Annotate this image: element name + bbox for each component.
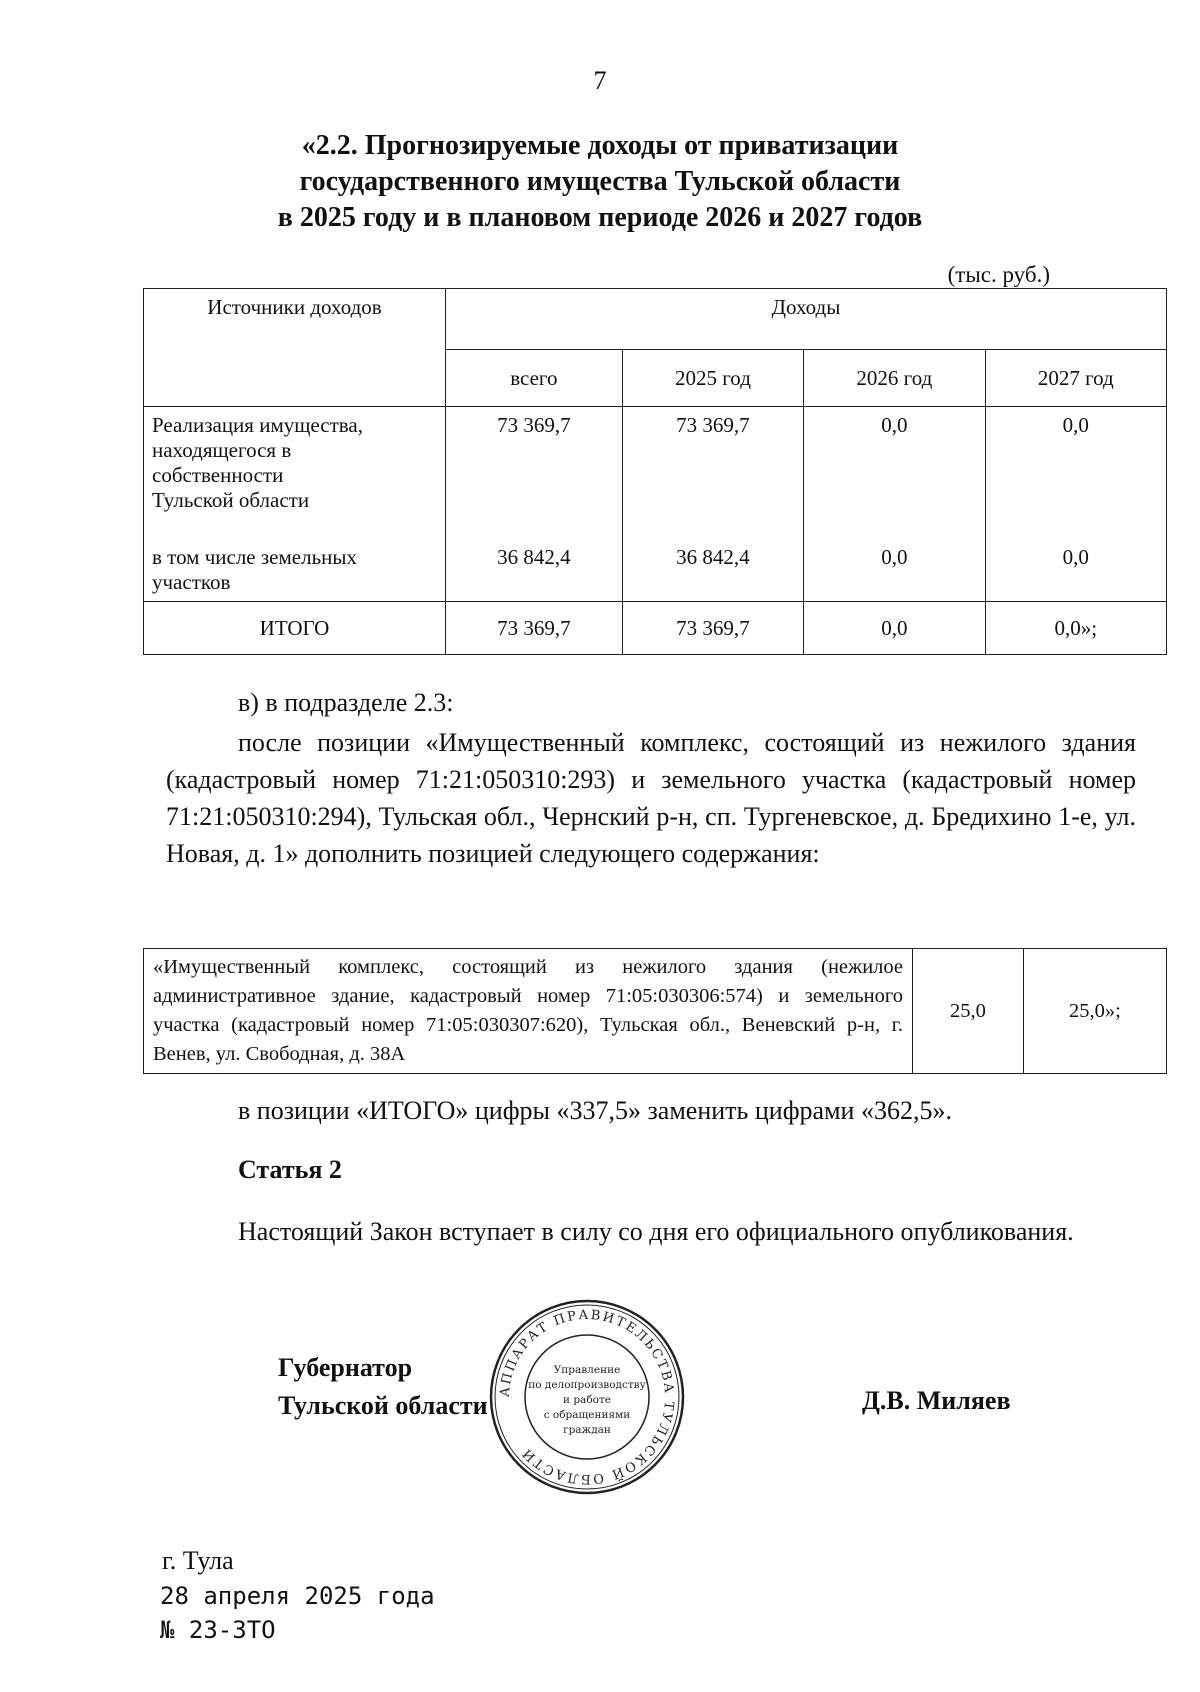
table-cell: 0,0	[804, 539, 985, 602]
amendment-text: после позиции «Имущественный комплекс, состоящий из нежилого здания (кадастровый номер 71:21:050310:293) и земельного участка (кадастровый номер 71:21:050310:294), Тульская обл., Чернский р-н, сп. Тургеневское, д. Бредихино 1-е, ул. Новая, д. 1» дополнить позицией следующего содержания:	[166, 728, 1136, 868]
total-note: в позиции «ИТОГО» цифры «337,5» заменить цифрами «362,5».	[238, 1096, 952, 1125]
row-label	[144, 407, 446, 540]
table-row-total	[144, 602, 1167, 655]
signer-title-line-2: Тульской области	[278, 1391, 488, 1420]
column-header: всего	[446, 350, 623, 407]
stamp-line: по делопроизводству	[528, 1379, 646, 1391]
table-cell: 73 369,7	[446, 407, 623, 540]
row-label-line: в том числе земельных	[152, 545, 358, 569]
table-cell: 0,0	[804, 407, 985, 540]
stamp-line: граждан	[563, 1424, 611, 1436]
table-cell: 0,0»;	[985, 602, 1166, 655]
row-label-line: собственности	[152, 463, 284, 487]
table-row	[144, 407, 1167, 540]
position-value: 25,0	[913, 949, 1024, 1074]
column-header: 2027 год	[985, 350, 1166, 407]
stamp-line: и работе	[563, 1394, 611, 1406]
table-cell: 36 842,4	[446, 539, 623, 602]
article-title: Статья 2	[238, 1155, 342, 1184]
article-text: Настоящий Закон вступает в силу со дня его официального опубликования.	[238, 1217, 1074, 1246]
stamp-ring-text: АППАРАТ ПРАВИТЕЛЬСТВА ТУЛЬСКОЙ ОБЛАСТИ	[497, 1307, 677, 1487]
section-title-line-2: государственного имущества Тульской области	[299, 166, 901, 197]
section-title-line-1: «2.2. Прогнозируемые доходы от приватизации	[301, 130, 899, 161]
official-stamp-icon	[487, 1297, 687, 1497]
table-cell: 0,0	[804, 602, 985, 655]
row-label-line: участков	[152, 570, 231, 594]
table-cell: 73 369,7	[446, 602, 623, 655]
signer-name: Д.В. Миляев	[862, 1386, 1011, 1415]
amendment-label: в) в подразделе 2.3:	[238, 688, 454, 717]
stamp-line: Управление	[553, 1364, 621, 1376]
section-title-line-3: в 2025 году и в плановом периоде 2026 и 2027 годов	[277, 202, 923, 233]
position-value: 25,0»;	[1023, 949, 1166, 1074]
table-cell: 0,0	[985, 539, 1166, 602]
header-source: Источники доходов	[144, 289, 446, 407]
table-cell: 73 369,7	[622, 407, 803, 540]
signer-title	[278, 1349, 488, 1425]
section-title	[150, 128, 1050, 236]
signer-title-line-1: Губернатор	[278, 1353, 413, 1382]
units-note: (тыс. руб.)	[947, 262, 1050, 287]
column-header: 2026 год	[804, 350, 985, 407]
row-label-line: Реализация имущества,	[152, 413, 363, 437]
row-label-line: Тульской области	[152, 488, 310, 512]
row-label	[144, 539, 446, 602]
footer-number: № 23-ЗТО	[160, 1616, 276, 1644]
position-description: «Имущественный комплекс, состоящий из нежилого здания (нежилое административное здание, кадастровый номер 71:05:030306:574) и земельного участка (кадастровый номер 71:05:030307:620), Тульская обл., Веневский р-н, г. Венев, ул. Свободная, д. 38А	[144, 949, 913, 1074]
footer-city: г. Тула	[162, 1546, 234, 1575]
page-number: 7	[593, 66, 607, 95]
header-income: Доходы	[446, 289, 1167, 350]
table-cell: 36 842,4	[622, 539, 803, 602]
income-table	[143, 288, 1167, 655]
row-label: ИТОГО	[144, 602, 446, 655]
table-cell: 0,0	[985, 407, 1166, 540]
position-table	[143, 948, 1167, 1074]
stamp-line: с обращениями	[543, 1409, 631, 1421]
table-cell: 73 369,7	[622, 602, 803, 655]
table-row	[144, 949, 1167, 1074]
row-label-line: находящегося в	[152, 438, 292, 462]
footer-date: 28 апреля 2025 года	[160, 1582, 435, 1610]
column-header: 2025 год	[622, 350, 803, 407]
table-row	[144, 539, 1167, 602]
